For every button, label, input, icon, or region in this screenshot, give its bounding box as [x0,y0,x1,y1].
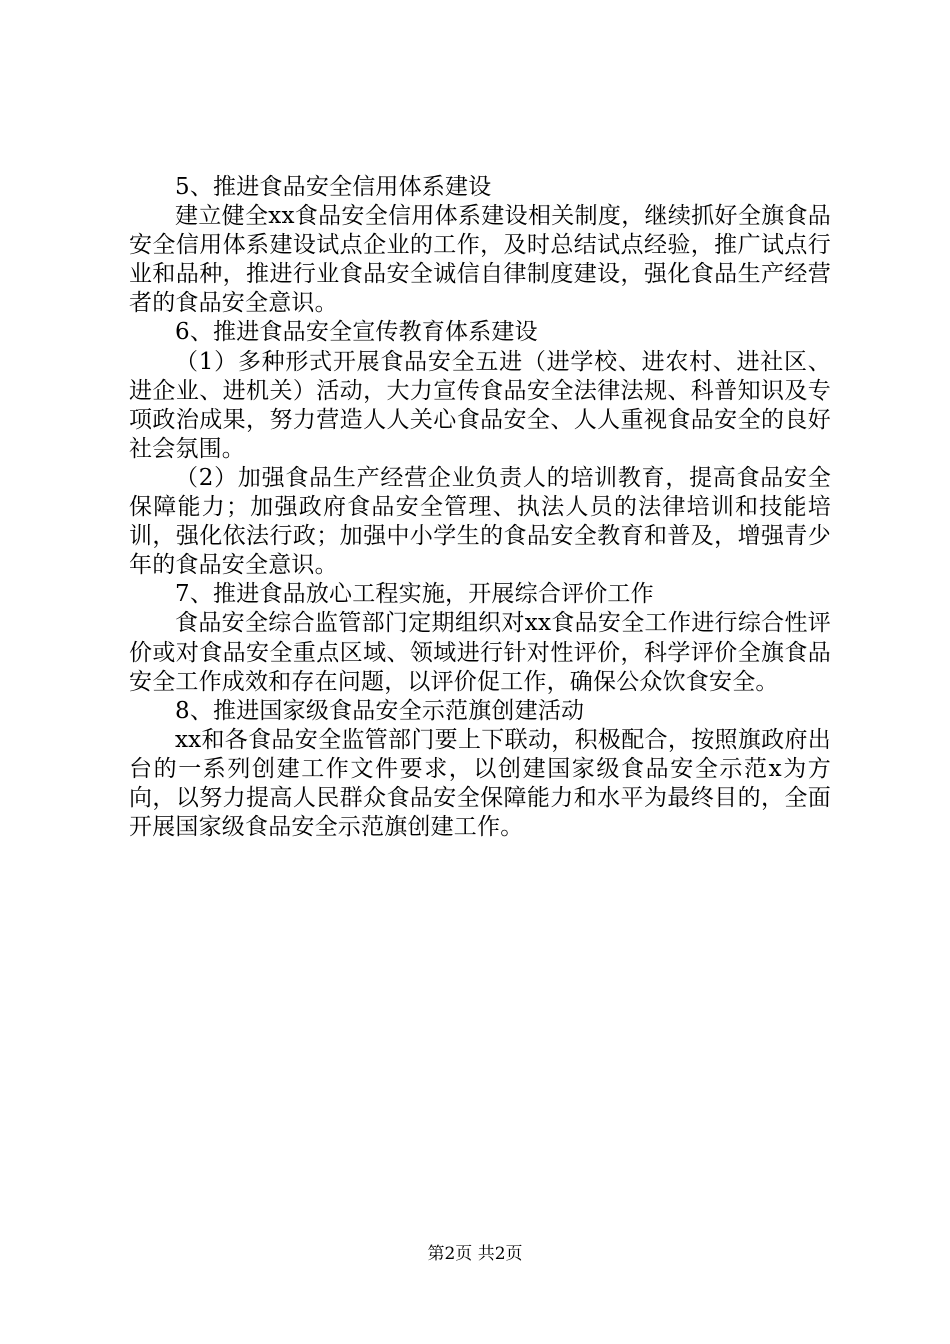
section-heading-7: 7、推进食品放心工程实施，开展综合评价工作 [175,581,654,608]
section-heading-6: 6、推进食品安全宣传教育体系建设 [175,319,538,346]
paragraph-credit-system: 建立健全xx食品安全信用体系建设相关制度，继续抓好全旗食品安全信用体系建设试点企业的工作，及时总结试点经验，推广试点行业和品种，推进行业食品安全诚信自律制度建设，强化食品生产经营者的食品安全意识。 [129,203,831,317]
paragraph-publicity-1: （1）多种形式开展食品安全五进（进学校、进农村、进社区、进企业、进机关）活动，大力宣传食品安全法律法规、科普知识及专项政治成果，努力营造人人关心食品安全、人人重视食品安全的良好社会氛围。 [129,348,831,462]
section-heading-8: 8、推进国家级食品安全示范旗创建活动 [175,697,585,724]
paragraph-publicity-2: （2）加强食品生产经营企业负责人的培训教育，提高食品安全保障能力；加强政府食品安全管理、执法人员的法律培训和技能培训，强化依法行政；加强中小学生的食品安全教育和普及，增强青少年的食品安全意识。 [129,464,831,579]
page-number-footer: 第2页 共2页 [427,1244,523,1264]
document-body [129,173,831,842]
paragraph-evaluation: 食品安全综合监管部门定期组织对xx食品安全工作进行综合性评价或对食品安全重点区域、领域进行针对性评价，科学评价全旗食品安全工作成效和存在问题，以评价促工作，确保公众饮食安全。 [129,610,831,695]
paragraph-demonstration: xx和各食品安全监管部门要上下联动，积极配合，按照旗政府出台的一系列创建工作文件要求，以创建国家级食品安全示范x为方向，以努力提高人民群众食品安全保障能力和水平为最终目的，全面开展国家级食品安全示范旗创建工作。 [129,726,831,841]
section-heading-5: 5、推进食品安全信用体系建设 [175,174,492,200]
